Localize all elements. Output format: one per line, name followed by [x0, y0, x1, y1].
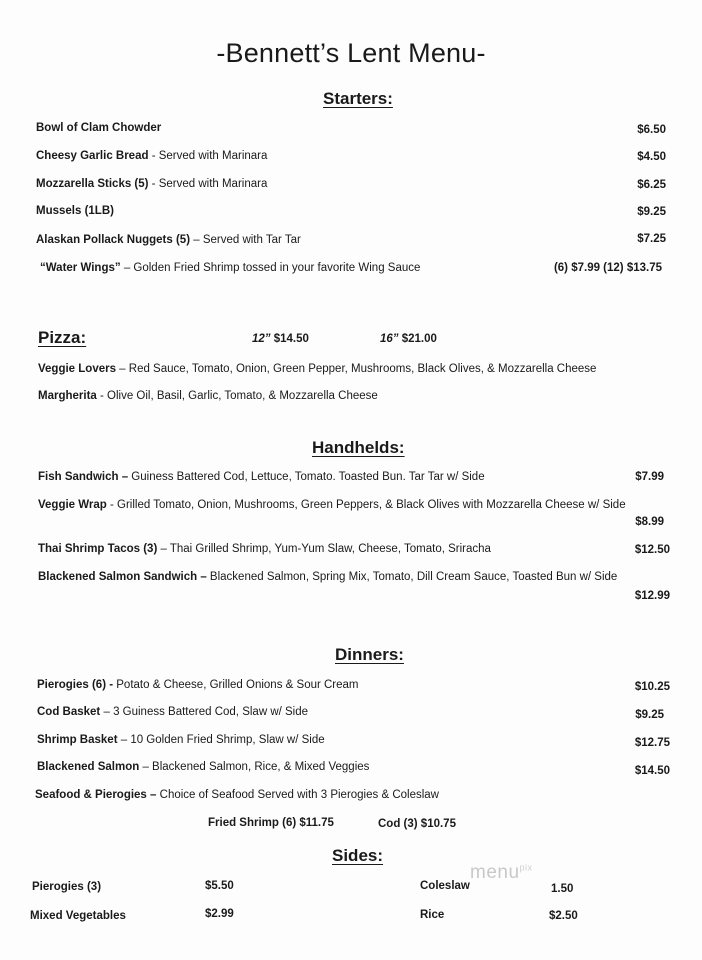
item-name: Margherita — [38, 390, 97, 402]
item-name: Fish Sandwich – — [38, 471, 129, 483]
handheld-item — [38, 499, 626, 511]
item-name: Blackened Salmon — [37, 761, 140, 773]
size-price: $21.00 — [398, 333, 437, 345]
item-name: Mussels (1LB) — [36, 205, 114, 217]
size-price: $14.50 — [270, 333, 309, 345]
starter-item — [36, 205, 114, 217]
item-price: $9.25 — [635, 709, 664, 721]
item-price: $7.25 — [637, 233, 666, 245]
side-item-name: Pierogies (3) — [32, 881, 102, 893]
pizza-size-12 — [252, 333, 309, 345]
item-desc: – Served with Tar Tar — [190, 234, 301, 246]
pizza-item — [38, 390, 378, 402]
item-name: Bowl of Clam Chowder — [36, 122, 162, 134]
item-price: $12.75 — [634, 737, 670, 749]
sides-heading: Sides: — [332, 846, 384, 865]
side-item-price: $2.99 — [205, 908, 234, 920]
item-desc: Choice of Seafood Served with 3 Pierogies & Coleslaw — [156, 789, 439, 801]
item-desc: - Grilled Tomato, Onion, Mushrooms, Green Peppers, & Black Olives with Mozzarella Cheese w/ Side — [106, 499, 626, 511]
pizza-item — [38, 363, 596, 375]
dinner-item — [37, 679, 359, 691]
item-desc: Potato & Cheese, Grilled Onions & Sour Cream — [113, 679, 359, 691]
item-desc: Guiness Battered Cod, Lettuce, Tomato. Toasted Bun. Tar Tar w/ Side — [128, 471, 485, 483]
dinners-heading: Dinners: — [335, 645, 404, 664]
starter-item — [36, 150, 267, 162]
item-price: $7.99 — [635, 471, 664, 483]
starter-item — [36, 234, 301, 246]
starter-item — [36, 122, 161, 134]
side-item-name: Mixed Vegetables — [30, 910, 126, 922]
menupix-watermark — [470, 862, 533, 884]
side-item-name: Coleslaw — [420, 880, 470, 892]
dinner-item — [37, 734, 325, 746]
side-item-name: Rice — [420, 909, 445, 921]
watermark-text: menu — [470, 862, 520, 883]
starter-item — [40, 262, 420, 274]
item-price: $10.25 — [634, 681, 670, 693]
side-item-price: 1.50 — [551, 883, 574, 895]
item-name: Seafood & Pierogies – — [35, 789, 157, 801]
item-desc: – 10 Golden Fried Shrimp, Slaw w/ Side — [117, 734, 325, 746]
item-name: Blackened Salmon Sandwich – — [38, 571, 207, 583]
item-desc: - Served with Marinara — [148, 178, 268, 190]
item-desc: – Blackened Salmon, Rice, & Mixed Veggies — [139, 761, 370, 773]
pizza-size-16 — [380, 333, 437, 345]
item-price: $4.50 — [637, 151, 666, 163]
side-item-price: $2.50 — [549, 910, 578, 922]
item-price: $14.50 — [634, 765, 670, 777]
item-name: Veggie Wrap — [38, 499, 107, 511]
item-name: Shrimp Basket — [37, 734, 118, 746]
item-desc: – Red Sauce, Tomato, Onion, Green Pepper, Mushrooms, Black Olives, & Mozzarella Cheese — [115, 363, 597, 375]
item-price: $6.25 — [637, 179, 666, 191]
item-desc: – 3 Guiness Battered Cod, Slaw w/ Side — [100, 706, 309, 718]
pizza-heading: Pizza: — [38, 328, 87, 347]
item-name: Cod Basket — [37, 706, 101, 718]
menu-title: -Bennett’s Lent Menu- — [216, 38, 486, 68]
item-price: $12.50 — [634, 544, 670, 556]
watermark-mark: pix — [519, 862, 533, 873]
item-desc: - Served with Marinara — [148, 150, 268, 162]
item-name: “Water Wings” — [40, 262, 121, 274]
dinner-item — [37, 761, 369, 773]
item-price: $6.50 — [637, 124, 666, 136]
size-label: 12” — [252, 333, 271, 345]
seafood-option-shrimp: Fried Shrimp (6) $11.75 — [208, 817, 334, 829]
handhelds-heading: Handhelds: — [312, 438, 405, 457]
item-price: $12.99 — [634, 590, 670, 602]
starter-item — [36, 178, 267, 190]
dinner-item — [37, 706, 308, 718]
handheld-item — [38, 471, 485, 483]
side-item-price: $5.50 — [205, 880, 234, 892]
item-desc: – Golden Fried Shrimp tossed in your favorite Wing Sauce — [120, 262, 421, 274]
item-name: Alaskan Pollack Nuggets (5) — [36, 234, 191, 246]
item-name: Mozzarella Sticks (5) — [36, 178, 149, 190]
item-name: Cheesy Garlic Bread — [36, 150, 149, 162]
size-label: 16” — [380, 333, 399, 345]
starters-heading: Starters: — [323, 89, 393, 108]
item-price: $8.99 — [635, 516, 664, 528]
item-desc: Blackened Salmon, Spring Mix, Tomato, Dill Cream Sauce, Toasted Bun w/ Side — [206, 571, 618, 583]
item-name: Veggie Lovers — [38, 363, 116, 375]
item-price: (6) $7.99 (12) $13.75 — [553, 262, 662, 274]
handheld-item — [38, 571, 617, 583]
dinner-item — [35, 789, 439, 801]
item-name: Pierogies (6) - — [37, 679, 114, 691]
item-desc: – Thai Grilled Shrimp, Yum-Yum Slaw, Cheese, Tomato, Sriracha — [157, 543, 491, 555]
handheld-item — [38, 543, 491, 555]
item-price: $9.25 — [637, 206, 666, 218]
seafood-option-cod: Cod (3) $10.75 — [378, 818, 456, 830]
item-name: Thai Shrimp Tacos (3) — [38, 543, 158, 555]
item-desc: - Olive Oil, Basil, Garlic, Tomato, & Mozzarella Cheese — [96, 390, 378, 402]
